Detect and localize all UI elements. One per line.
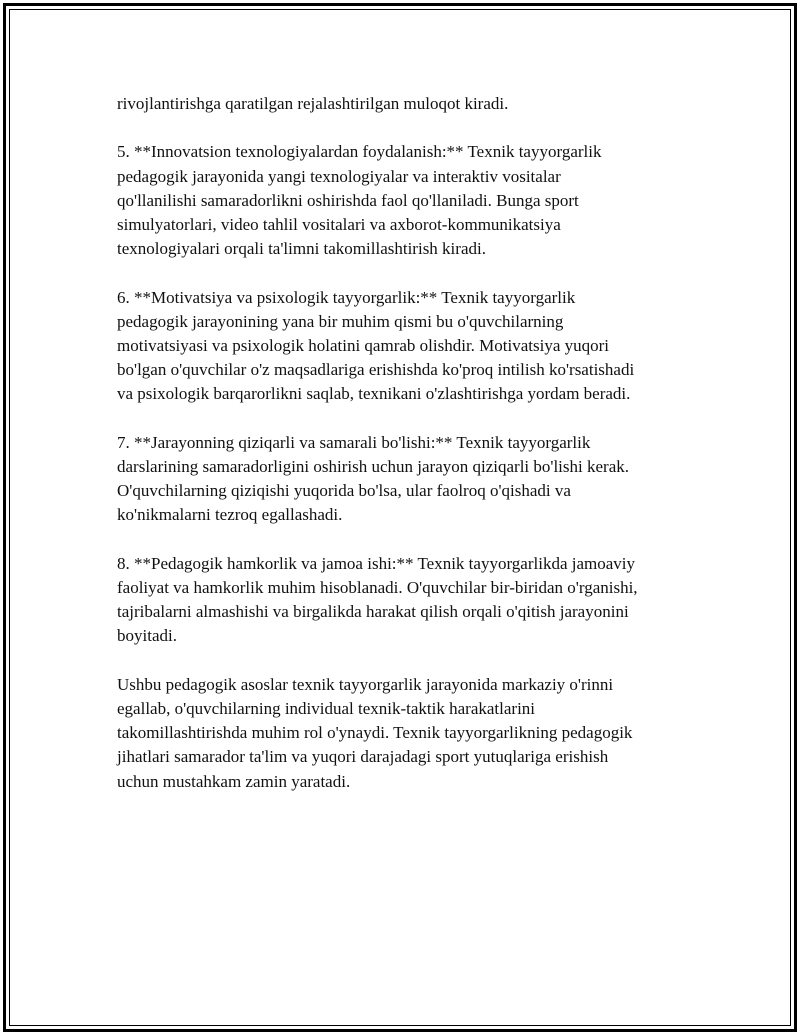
paragraph-conclusion: Ushbu pedagogik asoslar texnik tayyorgarlik jarayonida markaziy o'rinni egallab, o'quvchilarning individual texnik-taktik harakatlarini takomillashtirishda muhim rol o'ynaydi. Texnik tayyorgarlikning pedagogik jihatlari samarador ta'lim va yuqori darajadagi sport yutuqlariga erishish uchun mustahkam zamin yaratadi. [117, 674, 633, 791]
paragraph-continuation: rivojlantirishga qaratilgan rejalashtirilgan muloqot kiradi. [117, 94, 509, 113]
paragraph-item-6: 6. **Motivatsiya va psixologik tayyorgarlik:** Texnik tayyorgarlik pedagogik jarayonining yana bir muhim qismi bu o'quvchilarning motivatsiyasi va psixologik holatini qamrab olishdir. Motivatsiya yuqori bo'lgan o'quvchilar o'z maqsadlariga erishishda ko'proq intilish ko'rsatishadi va psixologik barqarorlikni saqlab, texnikani o'zlashtirishga yordam beradi. [117, 287, 635, 404]
paragraph-item-7: 7. **Jarayonning qiziqarli va samarali bo'lishi:** Texnik tayyorgarlik darslarining samaradorligini oshirish uchun jarayon qiziqarli bo'lishi kerak. O'quvchilarning qiziqishi yuqorida bo'lsa, ular faolroq o'qishadi va ko'nikmalarni tezroq egallashadi. [117, 432, 629, 525]
document-body [117, 92, 707, 818]
paragraph-item-8: 8. **Pedagogik hamkorlik va jamoa ishi:** Texnik tayyorgarlikda jamoaviy faoliyat va hamkorlik muhim hisoblanadi. O'quvchilar bir-biridan o'rganishi, tajribalarni almashishi va birgalikda harakat qilish orqali o'qitish jarayonini boyitadi. [117, 553, 638, 646]
paragraph-item-5: 5. **Innovatsion texnologiyalardan foydalanish:** Texnik tayyorgarlik pedagogik jarayonida yangi texnologiyalar va interaktiv vositalar qo'llanilishi samaradorlikni oshirishda faol qo'llaniladi. Bunga sport simulyatorlari, video tahlil vositalari va axborot-kommunikatsiya texnologiyalari orqali ta'limni takomillashtirish kiradi. [117, 142, 602, 259]
